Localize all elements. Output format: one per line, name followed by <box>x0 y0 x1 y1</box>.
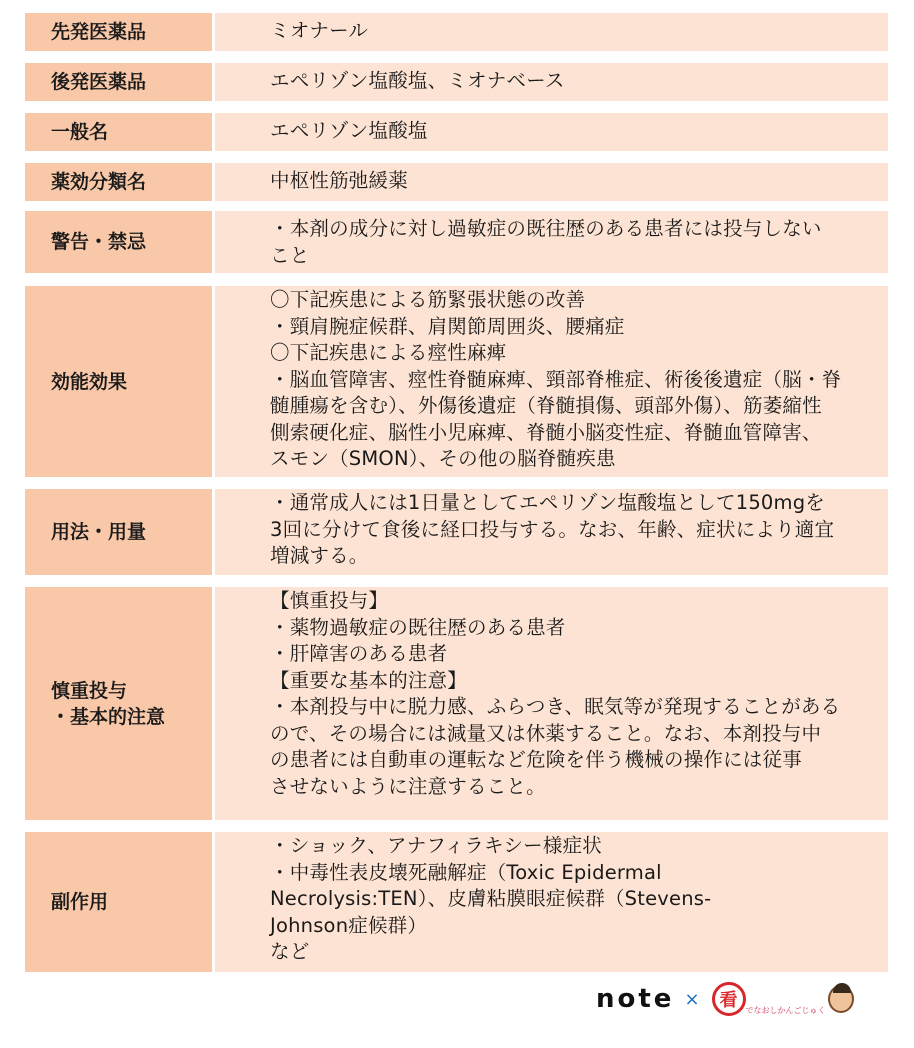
table-row <box>25 211 888 273</box>
row-label: 後発医薬品 <box>25 63 212 101</box>
row-label: 先発医薬品 <box>25 13 212 51</box>
row-label: 効能効果 <box>25 286 212 477</box>
row-label: 副作用 <box>25 832 212 972</box>
times-icon: × <box>684 988 700 1010</box>
table-row <box>25 13 888 51</box>
row-label: 一般名 <box>25 113 212 151</box>
row-value: 【慎重投与】 ・薬物過敏症の既往歴のある患者 ・肝障害のある患者 【重要な基本的注意】 ・本剤投与中に脱力感、ふらつき、眠気等が発現することがある ので、その場合には減量又は休薬すること。なお、本剤投与中 の患者には自動車の運転など危険を伴う機械の操作には従事 させないように注意すること。 <box>215 587 888 820</box>
row-label: 薬効分類名 <box>25 163 212 201</box>
row-value: エペリゾン塩酸塩 <box>215 113 888 151</box>
table-row <box>25 587 888 820</box>
row-label: 警告・禁忌 <box>25 211 212 273</box>
row-value: 〇下記疾患による筋緊張状態の改善 ・頸肩腕症候群、肩関節周囲炎、腰痛症 〇下記疾患による痙性麻痺 ・脳血管障害、痙性脊髄麻痺、頸部脊椎症、術後後遺症（脳・脊 髄腫瘍を含む）、外傷後遺症（脊髄損傷、頭部外傷）、筋萎縮性 側索硬化症、脳性小児麻痺、脊髄小脳変性症、脊髄血管障害、 スモン（SMON）、その他の脳脊髄疾患 <box>215 286 888 477</box>
row-label: 用法・用量 <box>25 489 212 575</box>
badge-text-group <box>745 980 826 1016</box>
row-value: エペリゾン塩酸塩、ミオナベース <box>215 63 888 101</box>
badge-text: 看護塾 <box>747 980 814 1006</box>
table-row <box>25 286 888 477</box>
row-value: ・ショック、アナフィラキシー様症状 ・中毒性表皮壊死融解症（Toxic Epidermal Necrolysis:TEN）、皮膚粘膜眼症候群（Stevens- Johnson症候群） など <box>215 832 888 972</box>
table-row <box>25 113 888 151</box>
footer-branding <box>596 982 854 1016</box>
table-row <box>25 832 888 972</box>
note-logo: note <box>596 984 675 1014</box>
kango-juku-logo <box>712 982 854 1016</box>
row-value: ・本剤の成分に対し過敏症の既往歴のある患者には投与しない こと <box>215 211 888 273</box>
row-value: ・通常成人には1日量としてエペリゾン塩酸塩として150mgを 3回に分けて食後に経口投与する。なお、年齢、症状により適宜 増減する。 <box>215 489 888 575</box>
row-label: 慎重投与 ・基本的注意 <box>25 587 212 820</box>
badge-subtext: でなおしかんごじゅく <box>745 1005 826 1015</box>
table-row <box>25 163 888 201</box>
row-value: 中枢性筋弛緩薬 <box>215 163 888 201</box>
table-row <box>25 63 888 101</box>
row-value: ミオナール <box>215 13 888 51</box>
badge-circle: 看 <box>712 982 746 1016</box>
mascot-icon <box>828 985 854 1013</box>
table-row <box>25 489 888 575</box>
